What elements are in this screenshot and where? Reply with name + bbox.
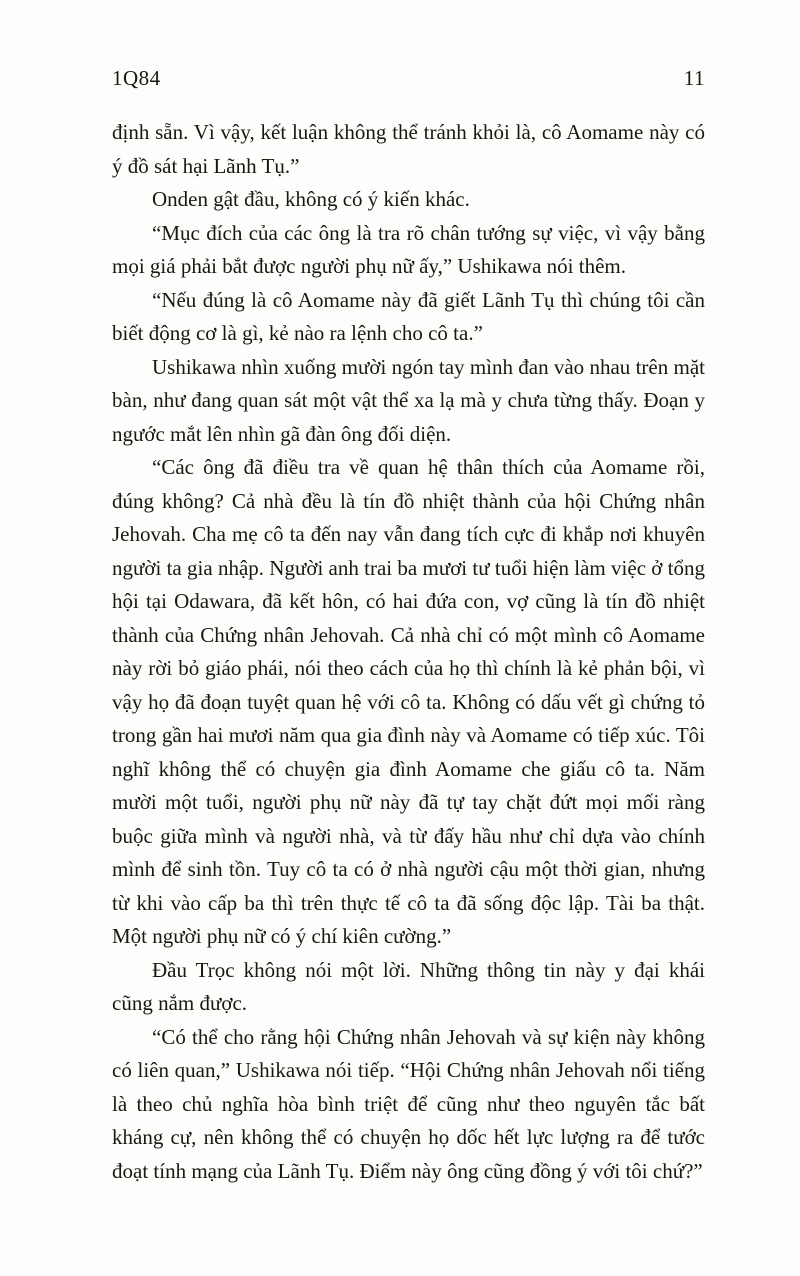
page-header bbox=[112, 68, 705, 89]
paragraph: “Mục đích của các ông là tra rõ chân tướng sự việc, vì vậy bằng mọi giá phải bắt được người phụ nữ ấy,” Ushikawa nói thêm. bbox=[112, 220, 705, 278]
paragraph: Ushikawa nhìn xuống mười ngón tay mình đan vào nhau trên mặt bàn, như đang quan sát một vật thể xa lạ mà y chưa từng thấy. Đoạn y ngước mắt lên nhìn gã đàn ông đối diện. bbox=[112, 354, 705, 446]
paragraph: Đầu Trọc không nói một lời. Những thông tin này y đại khái cũng nắm được. bbox=[112, 957, 705, 1015]
page-body bbox=[112, 116, 705, 1188]
page-number: 11 bbox=[683, 66, 705, 90]
paragraph: “Các ông đã điều tra về quan hệ thân thích của Aomame rồi, đúng không? Cả nhà đều là tín đồ nhiệt thành của hội Chứng nhân Jehovah. Cha mẹ cô ta đến nay vẫn đang tích cực đi khắp nơi khuyên người ta gia nhập. Người anh trai ba mươi tư tuổi hiện làm việc ở tổng hội tại Odawara, đã kết hôn, có hai đứa con, vợ cũng là tín đồ nhiệt thành của Chứng nhân Jehovah. Cả nhà chỉ có một mình cô Aomame này rời bỏ giáo phái, nói theo cách của họ thì chính là kẻ phản bội, vì vậy họ đã đoạn tuyệt quan hệ với cô ta. Không có dấu vết gì chứng tỏ trong gần hai mươi năm qua gia đình này và Aomame có tiếp xúc. Tôi nghĩ không thể có chuyện gia đình Aomame che giấu cô ta. Năm mười một tuổi, người phụ nữ này đã tự tay chặt đứt mọi mối ràng buộc giữa mình và người nhà, và từ đấy hầu như chỉ dựa vào chính mình để sinh tồn. Tuy cô ta có ở nhà người cậu một thời gian, nhưng từ khi vào cấp ba thì trên thực tế cô ta đã sống độc lập. Tài ba thật. Một người phụ nữ có ý chí kiên cường.” bbox=[112, 455, 705, 948]
running-head-title: 1Q84 bbox=[112, 66, 161, 90]
paragraph: Onden gật đầu, không có ý kiến khác. bbox=[152, 187, 470, 211]
paragraph: định sẵn. Vì vậy, kết luận không thể tránh khỏi là, cô Aomame này có ý đồ sát hại Lãnh Tụ.” bbox=[112, 120, 705, 178]
paragraph: “Có thể cho rằng hội Chứng nhân Jehovah và sự kiện này không có liên quan,” Ushikawa nói tiếp. “Hội Chứng nhân Jehovah nổi tiếng là theo chủ nghĩa hòa bình triệt để cũng như theo nguyên tắc bất kháng cự, nên không thể có chuyện họ dốc hết lực lượng ra để tước đoạt tính mạng của Lãnh Tụ. Điểm này ông cũng đồng ý với tôi chứ?” bbox=[112, 1024, 705, 1183]
paragraph: “Nếu đúng là cô Aomame này đã giết Lãnh Tụ thì chúng tôi cần biết động cơ là gì, kẻ nào ra lệnh cho cô ta.” bbox=[112, 287, 705, 345]
